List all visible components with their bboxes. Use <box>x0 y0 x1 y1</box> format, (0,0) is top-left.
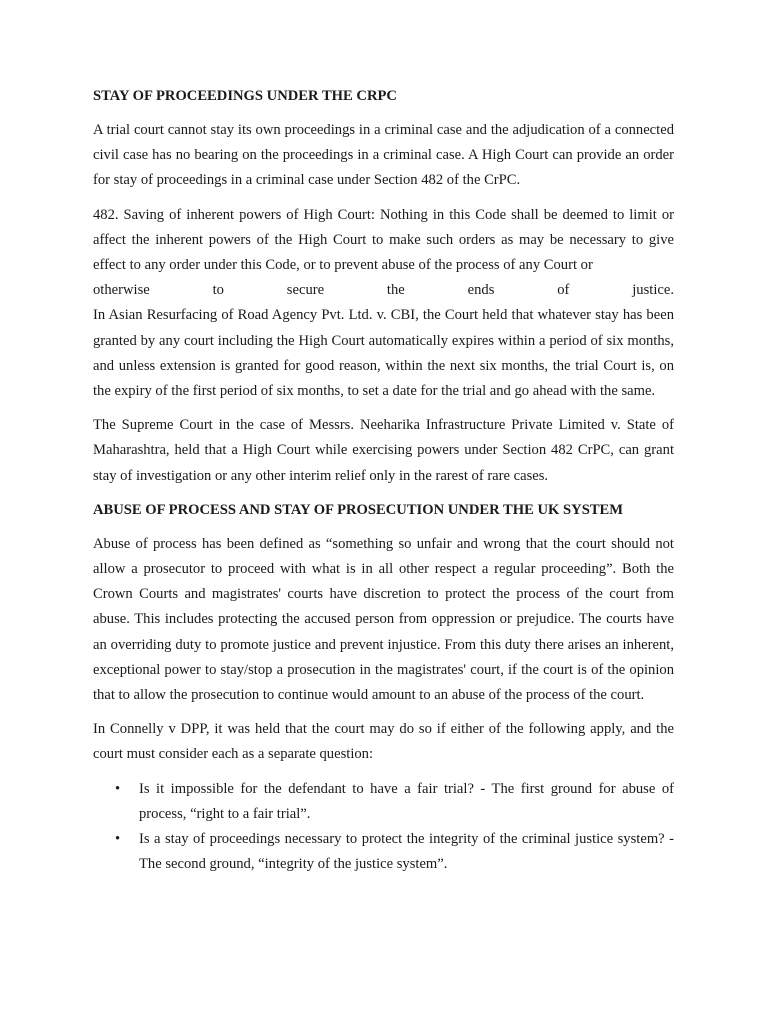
paragraph-abuse-of-process: Abuse of process has been defined as “something so unfair and wrong that the court should not allow a prosecutor to proceed with what is in all other respect a regular proceeding”. Both the Crown Courts and magistrates' courts have discretion to protect the process of the court from abuse. This includes protecting the accused person from oppression or prejudice. The courts have an overriding duty to promote justice and prevent injustice. From this duty there arises an inherent, exceptional power to stay/stop a prosecution in the magistrates' court, if the court is of the opinion that to allow the prosecution to continue would amount to an abuse of the process of the court. <box>93 535 674 704</box>
list-item-text: Is it impossible for the defendant to have a fair trial? - The first ground for abuse of process, “right to a fair trial”. <box>139 780 674 822</box>
paragraph-neeharika: The Supreme Court in the case of Messrs. Neeharika Infrastructure Private Limited v. State of Maharashtra, held that a High Court while exercising powers under Section 482 CrPC, can grant stay of investigation or any other interim relief only in the rarest of rare cases. <box>93 417 674 484</box>
document-page <box>93 84 674 877</box>
list-item-text: Is a stay of proceedings necessary to protect the integrity of the criminal justice system? -The second ground, “integrity of the justice system”. <box>139 831 674 873</box>
section-482-text-end: otherwise to secure the ends of justice. <box>93 282 674 299</box>
bullet-icon: • <box>115 831 121 848</box>
section-482-text: 482. Saving of inherent powers of High Court: Nothing in this Code shall be deemed to limit or affect the inherent powers of the High Court to make such orders as may be necessary to give effect to any order under this Code, or to prevent abuse of the process of any Court or <box>93 206 674 274</box>
paragraph-trial-court: A trial court cannot stay its own proceedings in a criminal case and the adjudication of a connected civil case has no bearing on the proceedings in a criminal case. A High Court can provide an order for stay of proceedings in a criminal case under Section 482 of the CrPC. <box>93 122 674 189</box>
paragraph-asian-resurfacing: In Asian Resurfacing of Road Agency Pvt. Ltd. v. CBI, the Court held that whatever stay has been granted by any court including the High Court automatically expires within a period of six months, and unless extension is granted for good reason, within the next six months, the trial Court is, on the expiry of the first period of six months, to set a date for the trial and go ahead with the same. <box>93 307 674 400</box>
bullet-icon: • <box>115 780 121 797</box>
section-heading-uk: ABUSE OF PROCESS AND STAY OF PROSECUTION UNDER THE UK SYSTEM <box>93 501 624 518</box>
paragraph-connelly: In Connelly v DPP, it was held that the court may do so if either of the following apply, and the court must consider each as a separate question: <box>93 721 674 763</box>
section-heading-crpc: STAY OF PROCEEDINGS UNDER THE CRPC <box>93 88 397 104</box>
list-item <box>93 777 674 827</box>
grounds-list <box>93 777 674 878</box>
list-item <box>93 827 674 877</box>
paragraph-section-482 <box>93 203 674 405</box>
